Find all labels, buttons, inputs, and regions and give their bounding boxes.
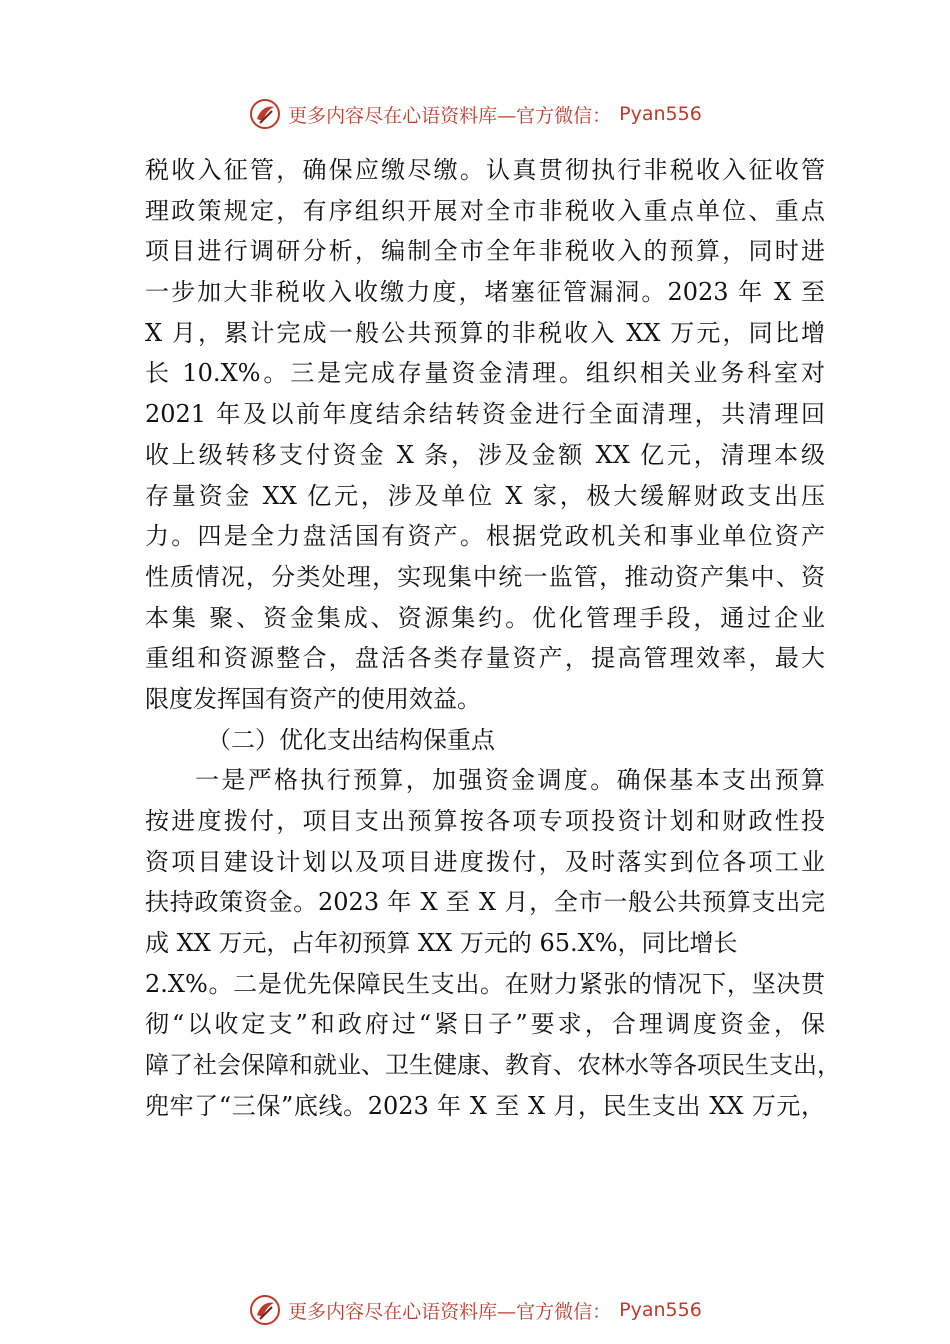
watermark-text: 更多内容尽在心语资料库—官方微信：: [288, 104, 612, 127]
body-line: 本集 聚、资金集成、资源集约。优化管理手段，通过企业: [145, 603, 825, 632]
body-line: 一步加大非税收入收缴力度，堵塞征管漏洞。2023 年 X 至: [145, 278, 825, 307]
footer-watermark: [0, 1288, 950, 1332]
para2-line: 资项目建设计划以及项目进度拨付，及时落实到位各项工业: [145, 847, 825, 876]
para2-line: 成 XX 万元，占年初预算 XX 万元的 65.X%，同比增长: [145, 929, 738, 958]
body-line: 存量资金 XX 亿元，涉及单位 X 家，极大缓解财政支出压: [145, 481, 825, 510]
body-line: 性质情况，分类处理，实现集中统一监管，推动资产集中、资: [145, 562, 825, 591]
para2-line: 扶持政策资金。2023 年 X 至 X 月，全市一般公共预算支出完: [145, 888, 825, 917]
body-line: 理政策规定，有序组织开展对全市非税收入重点单位、重点: [145, 196, 825, 225]
watermark-wechat-id: Pyan556: [619, 103, 702, 125]
header-watermark: [0, 92, 950, 136]
para2-line: 彻“以收定支”和政府过“紧日子”要求，合理调度资金，保: [145, 1010, 825, 1039]
brand-logo-icon: [248, 1293, 282, 1327]
body-line: 税收入征管，确保应缴尽缴。认真贯彻执行非税收入征收管: [145, 156, 825, 184]
watermark-text: 更多内容尽在心语资料库—官方微信：: [288, 1300, 612, 1323]
para2-line: 一是严格执行预算，加强资金调度。确保基本支出预算: [195, 766, 825, 795]
para2-line: 按进度拨付，项目支出预算按各项专项投资计划和财政性投: [145, 807, 825, 835]
brand-logo-icon: [248, 97, 282, 131]
body-line: 2021 年及以前年度结余结转资金进行全面清理，共清理回: [145, 400, 825, 429]
watermark-wechat-id: Pyan556: [619, 1299, 702, 1321]
para2-line: 兜牢了“三保”底线。2023 年 X 至 X 月，民生支出 XX 万元，: [145, 1091, 825, 1120]
body-line: 限度发挥国有资产的使用效益。: [145, 684, 481, 713]
body-line: 项目进行调研分析，编制全市全年非税收入的预算，同时进: [145, 237, 825, 266]
body-line: 力。四是全力盘活国有资产。根据党政机关和事业单位资产: [145, 522, 825, 551]
document-body: [145, 150, 841, 1127]
section-heading: （二）优化支出结构保重点: [207, 725, 495, 754]
body-line: 长 10.X%。三是完成存量资金清理。组织相关业务科室对: [145, 359, 825, 388]
body-line: X 月，累计完成一般公共预算的非税收入 XX 万元，同比增: [145, 318, 825, 347]
body-line: 收上级转移支付资金 X 条，涉及金额 XX 亿元，清理本级: [145, 440, 825, 469]
para2-line: 2.X%。二是优先保障民生支出。在财力紧张的情况下，坚决贯: [145, 969, 825, 998]
para2-line: 障了社会保障和就业、卫生健康、教育、农林水等各项民生支出，: [145, 1051, 841, 1080]
body-line: 重组和资源整合，盘活各类存量资产，提高管理效率，最大: [145, 644, 825, 673]
